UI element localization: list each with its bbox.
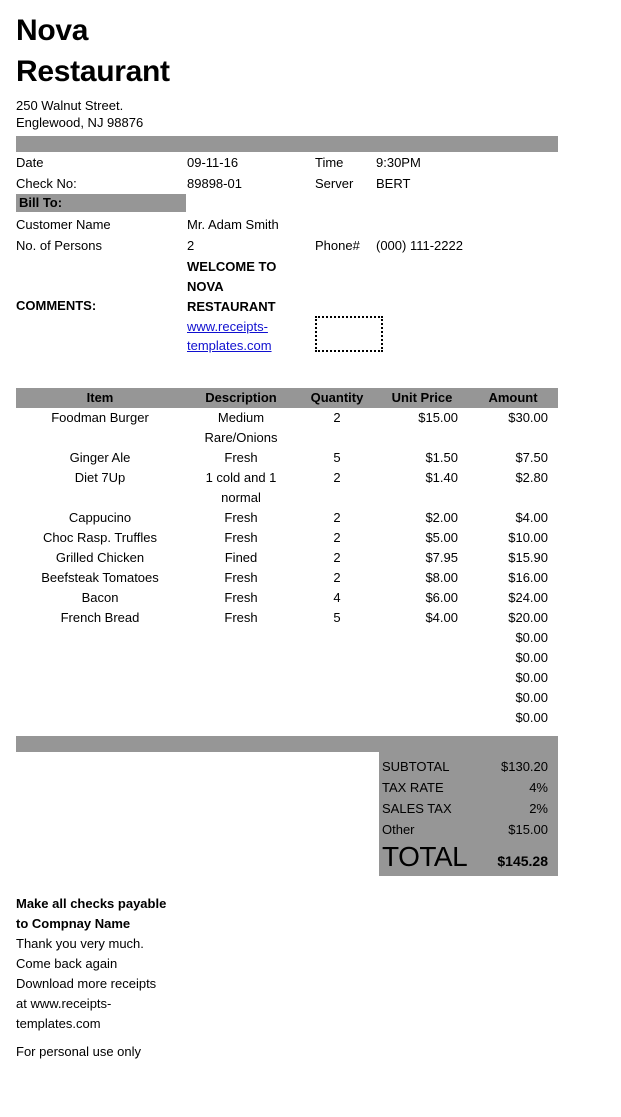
bill-to-header: Bill To: bbox=[16, 194, 186, 212]
table-row bbox=[16, 708, 558, 728]
cell-item: Foodman Burger bbox=[51, 410, 149, 425]
server-label: Server bbox=[315, 176, 354, 191]
meta-row-check bbox=[16, 173, 621, 194]
cell-amount: $0.00 bbox=[515, 710, 548, 725]
cell-quantity: 2 bbox=[333, 510, 341, 525]
subtotal-label: SUBTOTAL bbox=[382, 759, 450, 774]
totals-row-subtotal bbox=[379, 756, 558, 777]
cell-quantity: 2 bbox=[333, 550, 341, 565]
cell-amount: $4.00 bbox=[515, 510, 548, 525]
table-row bbox=[16, 668, 558, 688]
tax-rate-label: TAX RATE bbox=[382, 780, 444, 795]
footer-line-8: For personal use only bbox=[16, 1044, 142, 1059]
column-header-amount: Amount bbox=[468, 388, 558, 408]
cell-amount: $10.00 bbox=[508, 530, 548, 545]
cell-unit-price bbox=[376, 708, 468, 728]
line-items-table bbox=[16, 388, 558, 728]
totals-row-other bbox=[379, 819, 558, 840]
cell-quantity: 5 bbox=[333, 610, 341, 625]
cell-item: Diet 7Up bbox=[74, 470, 126, 485]
cell-quantity bbox=[298, 648, 376, 668]
phone-value: (000) 111-2222 bbox=[376, 238, 463, 253]
cell-amount: $7.50 bbox=[515, 450, 548, 465]
footer-line-1: Make all checks payable bbox=[16, 896, 167, 911]
check-no-value: 89898-01 bbox=[187, 176, 242, 191]
cell-description: 1 cold and 1 normal bbox=[205, 470, 277, 505]
cell-description: Fresh bbox=[224, 610, 258, 625]
business-name bbox=[16, 10, 216, 92]
cell-item: Beefsteak Tomatoes bbox=[41, 570, 159, 585]
receipt-header bbox=[0, 0, 621, 131]
footer-line-7: templates.com bbox=[16, 1016, 101, 1031]
footer-line-5: Download more receipts bbox=[16, 976, 157, 991]
cell-unit-price: $2.00 bbox=[425, 510, 458, 525]
grand-total-label: TOTAL bbox=[382, 841, 468, 872]
cell-item: Ginger Ale bbox=[69, 450, 131, 465]
persons-value: 2 bbox=[187, 238, 195, 253]
table-row bbox=[16, 548, 558, 568]
business-name-line1: Nova bbox=[16, 14, 89, 47]
sales-tax-label: SALES TAX bbox=[382, 801, 452, 816]
cell-quantity: 4 bbox=[333, 590, 341, 605]
customer-name-value: Mr. Adam Smith bbox=[187, 217, 279, 232]
cell-description: Fresh bbox=[224, 590, 258, 605]
cell-description: Fresh bbox=[224, 530, 258, 545]
cell-item: Bacon bbox=[81, 590, 119, 605]
cell-quantity: 2 bbox=[333, 470, 341, 485]
date-label: Date bbox=[16, 155, 44, 170]
cell-unit-price bbox=[376, 668, 468, 688]
cell-unit-price: $15.00 bbox=[418, 410, 458, 425]
cell-item: Choc Rasp. Truffles bbox=[43, 530, 157, 545]
cell-item bbox=[16, 628, 184, 648]
table-row bbox=[16, 468, 558, 508]
cell-unit-price bbox=[376, 688, 468, 708]
cell-description: Fined bbox=[224, 550, 258, 565]
footer-line-2: to Compnay Name bbox=[16, 916, 131, 931]
comments-section bbox=[16, 257, 621, 355]
cell-item bbox=[16, 688, 184, 708]
cell-description bbox=[184, 708, 298, 728]
cell-item bbox=[16, 648, 184, 668]
cell-item: Grilled Chicken bbox=[55, 550, 145, 565]
cell-description: Fresh bbox=[224, 450, 258, 465]
cell-unit-price: $1.50 bbox=[425, 450, 458, 465]
cell-quantity: 5 bbox=[333, 450, 341, 465]
table-row bbox=[16, 688, 558, 708]
table-row bbox=[16, 628, 558, 648]
cell-item: Cappucino bbox=[68, 510, 132, 525]
table-row bbox=[16, 608, 558, 628]
cell-quantity bbox=[298, 668, 376, 688]
website-link-line2[interactable]: templates.com bbox=[187, 338, 272, 353]
column-header-description: Description bbox=[184, 388, 298, 408]
meta-row-persons bbox=[16, 235, 621, 256]
column-header-quantity: Quantity bbox=[298, 388, 376, 408]
time-label: Time bbox=[315, 155, 344, 170]
customer-name-label: Customer Name bbox=[16, 217, 111, 232]
grand-total-value: $145.28 bbox=[497, 853, 548, 869]
cell-description: Fresh bbox=[224, 570, 258, 585]
cell-amount: $0.00 bbox=[515, 690, 548, 705]
cell-amount: $0.00 bbox=[515, 630, 548, 645]
column-header-unit-price: Unit Price bbox=[376, 388, 468, 408]
meta-row-date bbox=[16, 152, 621, 173]
footer-line-6: at www.receipts- bbox=[16, 996, 112, 1011]
business-address bbox=[16, 97, 621, 131]
cell-item bbox=[16, 708, 184, 728]
cell-description bbox=[184, 648, 298, 668]
cell-amount: $0.00 bbox=[515, 650, 548, 665]
cell-unit-price: $7.95 bbox=[425, 550, 458, 565]
business-address-line1: 250 Walnut Street. bbox=[16, 98, 124, 113]
footer-spacer bbox=[16, 1034, 266, 1042]
cell-unit-price: $1.40 bbox=[425, 470, 458, 485]
table-row bbox=[16, 508, 558, 528]
cell-description: Medium Rare/Onions bbox=[204, 410, 278, 445]
totals-row-grand-total bbox=[379, 840, 558, 872]
cell-quantity bbox=[298, 708, 376, 728]
cell-amount: $0.00 bbox=[515, 670, 548, 685]
cell-unit-price: $6.00 bbox=[425, 590, 458, 605]
receipt-footer bbox=[16, 894, 266, 1062]
cell-item bbox=[16, 668, 184, 688]
website-link-line1[interactable]: www.receipts- bbox=[187, 319, 268, 334]
table-row bbox=[16, 588, 558, 608]
table-row bbox=[16, 408, 558, 448]
cell-description bbox=[184, 628, 298, 648]
comments-label-cell bbox=[16, 257, 187, 316]
tax-rate-value: 4% bbox=[529, 780, 548, 795]
table-header-row bbox=[16, 388, 558, 408]
totals-panel bbox=[379, 752, 558, 876]
cell-quantity: 2 bbox=[333, 410, 341, 425]
other-value: $15.00 bbox=[508, 822, 548, 837]
cell-unit-price: $5.00 bbox=[425, 530, 458, 545]
totals-row-tax-rate bbox=[379, 777, 558, 798]
comments-label: COMMENTS: bbox=[16, 298, 97, 313]
cell-unit-price bbox=[376, 628, 468, 648]
meta-row-customer bbox=[16, 214, 621, 235]
cell-quantity bbox=[298, 628, 376, 648]
cell-unit-price: $4.00 bbox=[425, 610, 458, 625]
business-address-line2: Englewood, NJ 98876 bbox=[16, 115, 144, 130]
cell-quantity: 2 bbox=[333, 530, 341, 545]
signature-box-cell bbox=[315, 257, 621, 352]
header-separator-bar bbox=[16, 136, 558, 152]
time-value: 9:30PM bbox=[376, 155, 421, 170]
totals-row-sales-tax bbox=[379, 798, 558, 819]
other-label: Other bbox=[382, 822, 415, 837]
welcome-line-1: WELCOME TO bbox=[187, 259, 277, 274]
empty-placeholder-box[interactable] bbox=[315, 316, 383, 352]
cell-amount: $20.00 bbox=[508, 610, 548, 625]
business-name-line2: Restaurant bbox=[16, 55, 170, 88]
subtotal-value: $130.20 bbox=[501, 759, 548, 774]
table-row bbox=[16, 648, 558, 668]
line-items-table-body bbox=[16, 408, 558, 728]
cell-description bbox=[184, 688, 298, 708]
table-row bbox=[16, 448, 558, 468]
table-row bbox=[16, 568, 558, 588]
line-items-table-head bbox=[16, 388, 558, 408]
cell-description: Fresh bbox=[224, 510, 258, 525]
totals-separator-bar bbox=[16, 736, 558, 752]
persons-label: No. of Persons bbox=[16, 238, 102, 253]
cell-amount: $16.00 bbox=[508, 570, 548, 585]
footer-line-3: Thank you very much. bbox=[16, 936, 144, 951]
receipt-meta bbox=[16, 152, 621, 355]
cell-amount: $30.00 bbox=[508, 410, 548, 425]
cell-description bbox=[184, 668, 298, 688]
cell-amount: $15.90 bbox=[508, 550, 548, 565]
cell-unit-price: $8.00 bbox=[425, 570, 458, 585]
cell-amount: $2.80 bbox=[515, 470, 548, 485]
welcome-message bbox=[187, 257, 315, 355]
footer-line-4: Come back again bbox=[16, 956, 118, 971]
table-row bbox=[16, 528, 558, 548]
date-value: 09-11-16 bbox=[187, 155, 239, 170]
welcome-line-3: RESTAURANT bbox=[187, 299, 276, 314]
welcome-line-2: NOVA bbox=[187, 279, 224, 294]
cell-unit-price bbox=[376, 648, 468, 668]
phone-label: Phone# bbox=[315, 238, 360, 253]
server-value: BERT bbox=[376, 176, 411, 191]
cell-amount: $24.00 bbox=[508, 590, 548, 605]
cell-quantity: 2 bbox=[333, 570, 341, 585]
table-top-spacer bbox=[0, 355, 621, 388]
check-no-label: Check No: bbox=[16, 176, 77, 191]
cell-quantity bbox=[298, 688, 376, 708]
sales-tax-value: 2% bbox=[529, 801, 548, 816]
column-header-item: Item bbox=[16, 388, 184, 408]
cell-item: French Bread bbox=[60, 610, 140, 625]
